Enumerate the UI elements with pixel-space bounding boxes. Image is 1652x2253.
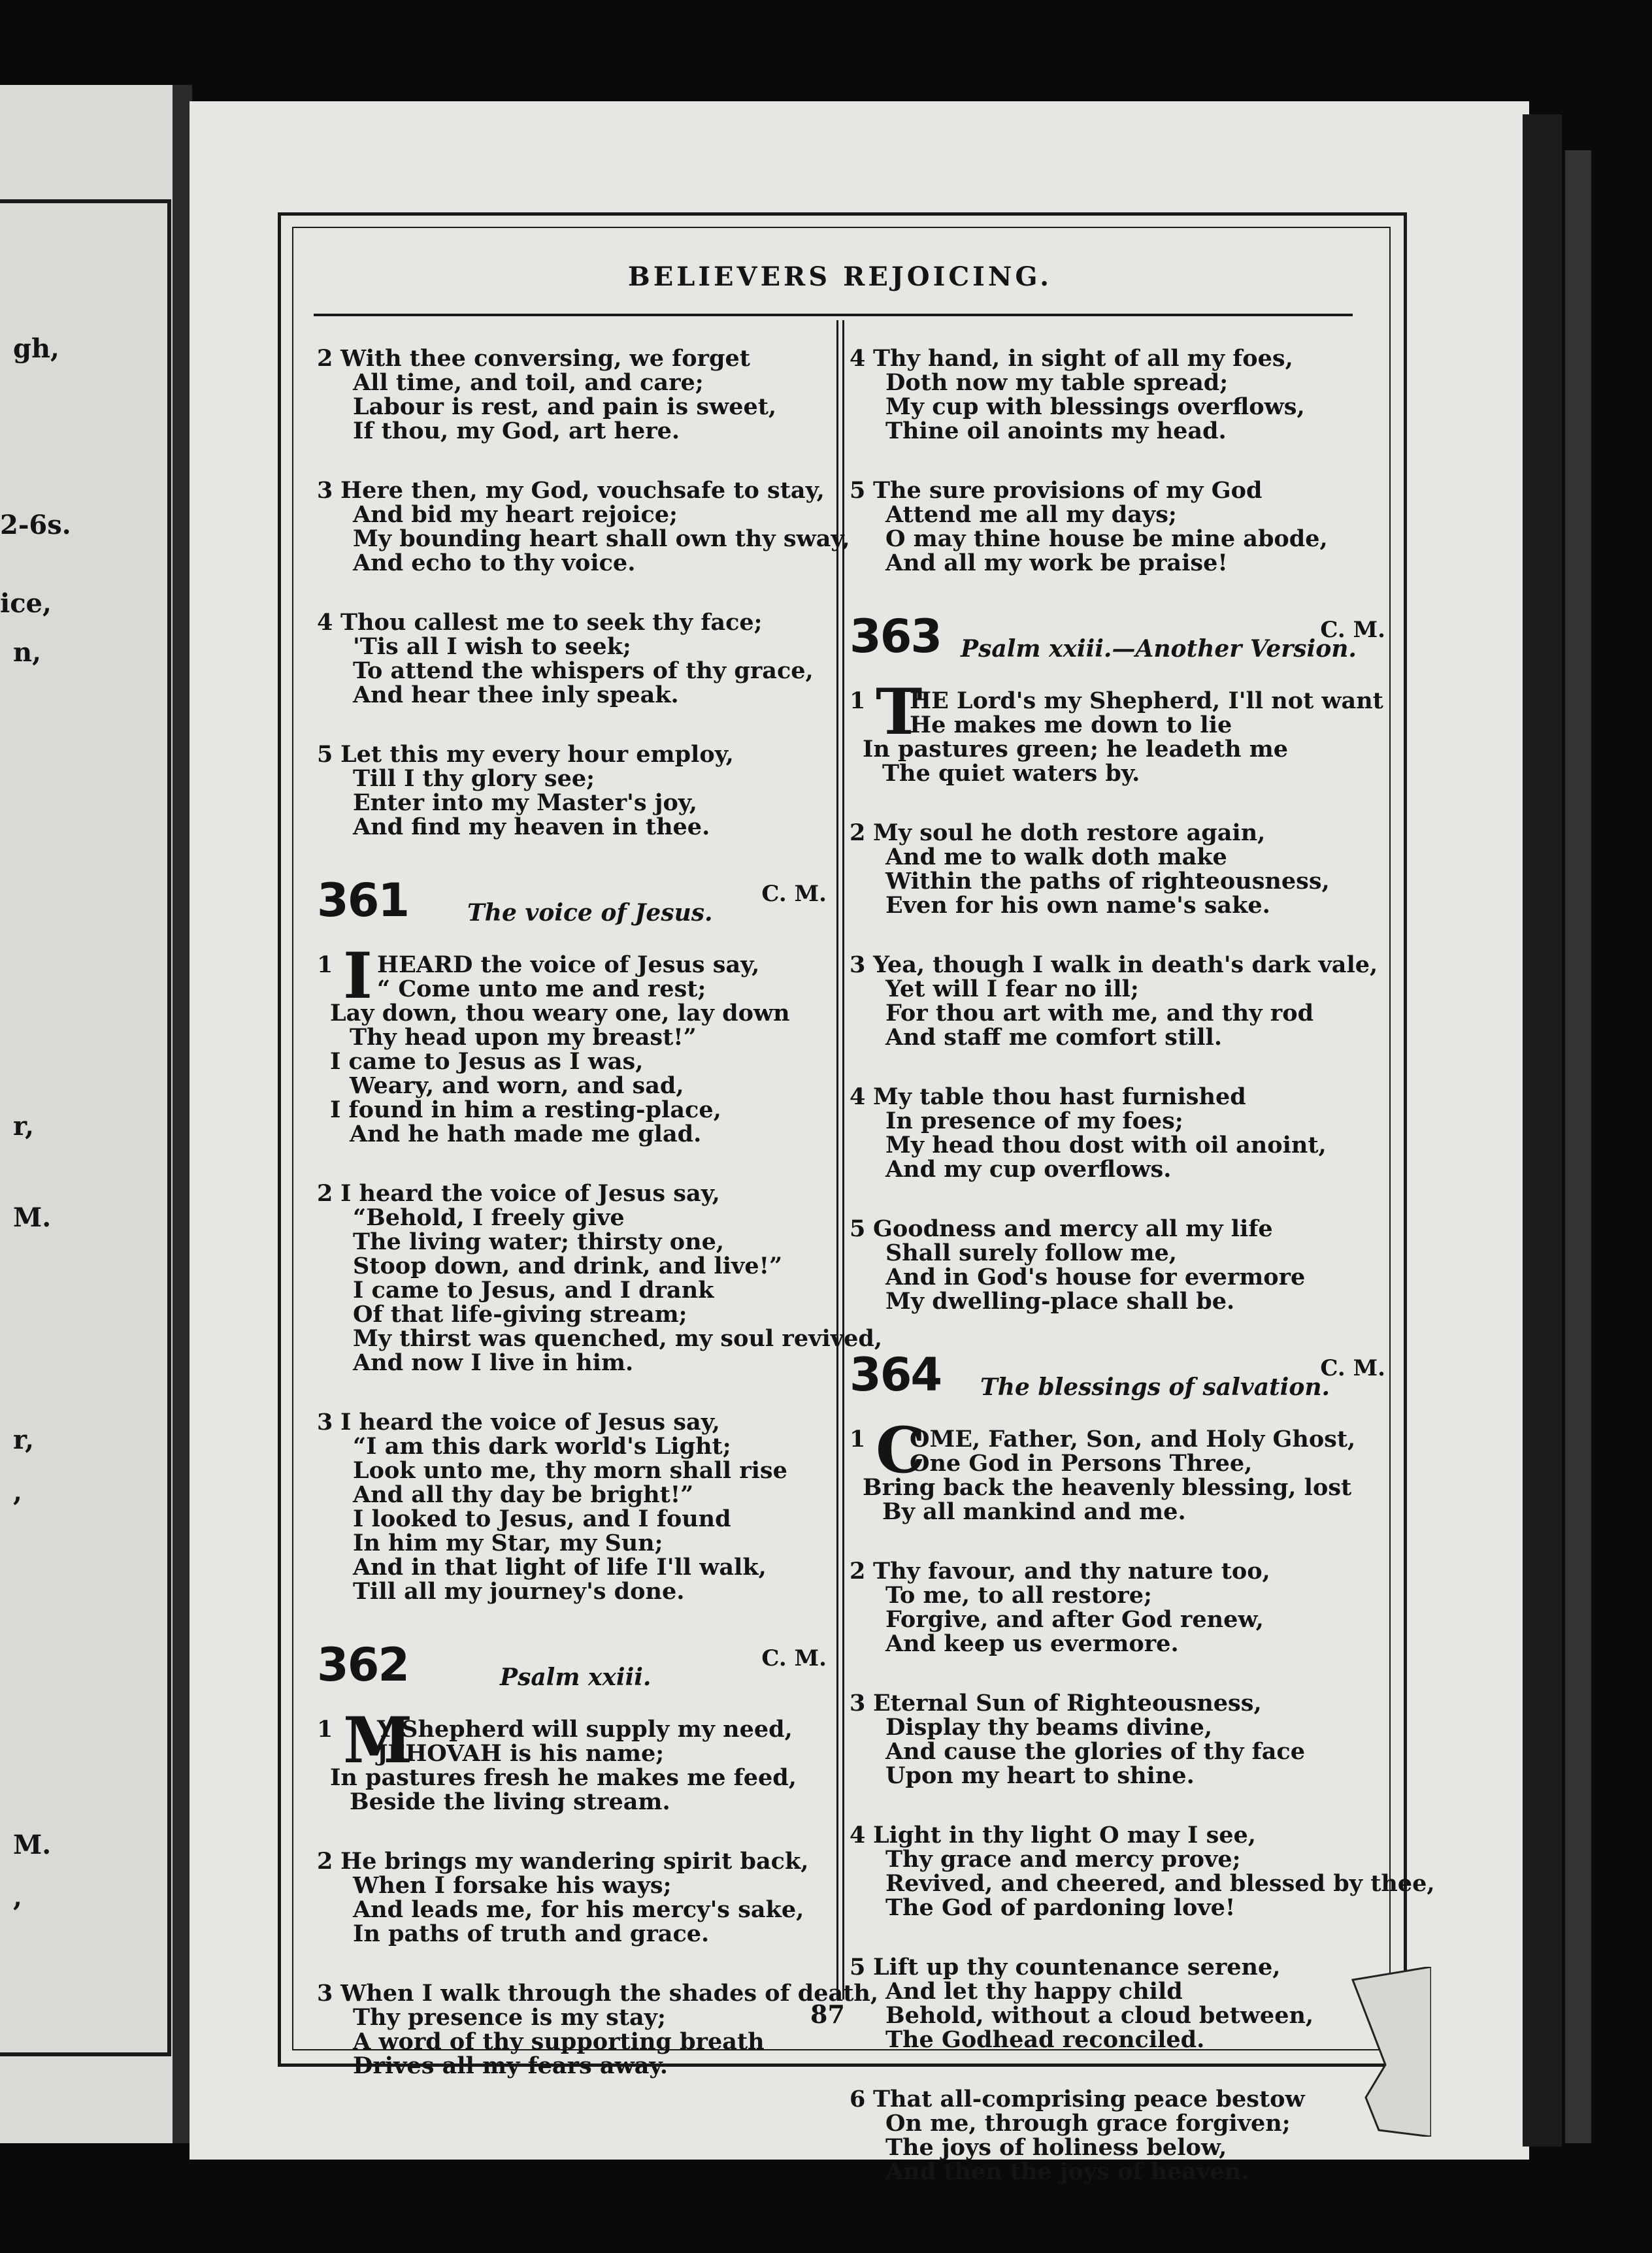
facing-page-text: gh, xyxy=(13,333,59,364)
verse-text: With thee conversing, we forget xyxy=(340,345,750,372)
verse-number: 3 xyxy=(317,477,333,504)
stanza xyxy=(850,1955,1392,2052)
verse-line xyxy=(317,1025,833,1049)
verse-line xyxy=(850,1157,1392,1181)
verse-text: Let this my every hour employ, xyxy=(340,741,734,768)
verse-line xyxy=(317,1351,833,1375)
verse-line xyxy=(317,742,833,766)
left-column xyxy=(317,345,883,2113)
stanza xyxy=(317,742,833,839)
verse-number: 2 xyxy=(317,345,333,372)
verse-text: JEHOVAH is his name; xyxy=(377,1740,665,1767)
verse-line xyxy=(317,1980,879,2007)
verse-text: The Godhead reconciled. xyxy=(885,2026,1205,2053)
verse-text: Lay down, thou weary one, lay down xyxy=(330,1000,790,1027)
stanza xyxy=(317,477,850,576)
verse-text: Drives all my fears away. xyxy=(353,2052,668,2079)
verse-line xyxy=(850,1979,1392,2003)
column-divider xyxy=(836,320,844,1999)
verse-line xyxy=(850,1133,1392,1157)
verse-text: For thou art with me, and thy rod xyxy=(885,1000,1314,1027)
verse-line xyxy=(850,1764,1392,1788)
verse-line xyxy=(850,1715,1392,1739)
first-stanza xyxy=(850,1413,1392,1525)
verse-line xyxy=(317,1254,833,1278)
verse-line xyxy=(850,1955,1392,1979)
verse-line xyxy=(850,1739,1392,1764)
verse-line xyxy=(850,478,1392,502)
verse-line xyxy=(850,1583,1392,1607)
first-stanza xyxy=(317,1703,833,1815)
verse-number: 1 xyxy=(850,687,866,714)
verse-text: When I forsake his ways; xyxy=(353,1872,672,1899)
verse-line xyxy=(317,815,833,839)
verse-line xyxy=(317,634,833,659)
stanza xyxy=(317,1849,833,1946)
verse-text: Upon my heart to shine. xyxy=(885,1762,1195,1789)
verse-line xyxy=(850,1823,1392,1847)
verse-line xyxy=(317,478,833,502)
verse-number: 3 xyxy=(850,951,866,978)
verse-text: Thou callest me to seek thy face; xyxy=(340,609,763,636)
verse-text: In pastures green; he leadeth me xyxy=(863,736,1289,763)
verse-text: The joys of holiness below, xyxy=(885,2134,1227,2161)
verse-line xyxy=(850,346,1392,370)
verse-line xyxy=(317,1434,833,1458)
verse-number: 1 xyxy=(317,951,333,978)
stanza xyxy=(850,1217,1392,1313)
verse-line xyxy=(317,953,833,977)
verse-line xyxy=(317,395,833,419)
verse-number: 4 xyxy=(850,345,866,372)
verse-text: Revived, and cheered, and blessed by thee, xyxy=(885,1870,1435,1897)
verse-text: By all mankind and me. xyxy=(882,1498,1186,1525)
verse-line xyxy=(317,346,833,370)
verse-text: HEARD the voice of Jesus say, xyxy=(377,951,760,978)
verse-text: Yet will I fear no ill; xyxy=(885,976,1139,1002)
stanza xyxy=(317,1180,883,1376)
verse-line xyxy=(317,1790,833,1814)
verse-line xyxy=(850,1427,1392,1451)
verse-line xyxy=(850,977,1392,1001)
drop-capital: T xyxy=(876,675,923,749)
verse-text: And in that light of life I'll walk, xyxy=(353,1554,767,1581)
first-stanza xyxy=(317,939,833,1147)
verse-text: Behold, without a cloud between, xyxy=(885,2002,1314,2029)
verse-line xyxy=(317,766,833,791)
verse-line xyxy=(317,2054,833,2078)
verse-text: I came to Jesus as I was, xyxy=(330,1048,644,1075)
verse-line xyxy=(850,953,1392,977)
torn-corner xyxy=(1340,1967,1431,2137)
verse-text: And find my heaven in thee. xyxy=(353,814,710,840)
verse-line xyxy=(317,1507,833,1531)
verse-line xyxy=(317,791,833,815)
verse-line xyxy=(317,1579,833,1603)
verse-line xyxy=(850,761,1392,785)
stanza xyxy=(317,346,833,443)
verse-text: Forgive, and after God renew, xyxy=(885,1606,1264,1633)
verse-line xyxy=(317,2005,833,2030)
verse-text: And me to walk doth make xyxy=(885,844,1227,870)
verse-text: And in God's house for evermore xyxy=(885,1264,1306,1291)
first-stanza xyxy=(850,675,1392,787)
verse-line xyxy=(850,713,1392,737)
verse-text: My bounding heart shall own thy sway, xyxy=(353,525,850,552)
verse-line xyxy=(850,370,1392,395)
page-number: 87 xyxy=(810,1999,845,2029)
stanza xyxy=(850,2087,1392,2184)
verse-text: Enter into my Master's joy, xyxy=(353,789,697,816)
verse-text: And hear thee inly speak. xyxy=(353,682,679,708)
hymn-number: 364 xyxy=(850,1348,942,1402)
verse-number: 5 xyxy=(850,1215,866,1242)
verse-line xyxy=(850,821,1392,845)
verse-text: And bid my heart rejoice; xyxy=(353,501,678,528)
hymn-363 xyxy=(850,610,1392,1313)
hymn-header xyxy=(317,874,833,953)
verse-line xyxy=(850,1632,1392,1656)
hymn-364 xyxy=(850,1348,1435,2185)
verse-text: Weary, and worn, and sad, xyxy=(350,1072,684,1099)
verse-line xyxy=(850,1451,1392,1475)
hymn-header xyxy=(850,1349,1392,1427)
stanza xyxy=(850,1085,1392,1181)
verse-line xyxy=(317,419,833,443)
verse-line xyxy=(317,1181,833,1206)
verse-line xyxy=(317,1873,833,1898)
verse-text: My thirst was quenched, my soul revived, xyxy=(353,1325,883,1352)
verse-number: 2 xyxy=(317,1848,333,1875)
verse-line xyxy=(850,1289,1392,1313)
verse-text: In paths of truth and grace. xyxy=(353,1920,710,1947)
verse-text: I heard the voice of Jesus say, xyxy=(340,1409,720,1436)
verse-text: The living water; thirsty one, xyxy=(353,1228,725,1255)
verse-text: Even for his own name's sake. xyxy=(885,892,1270,919)
verse-number: 4 xyxy=(317,609,333,636)
verse-line xyxy=(850,1559,1392,1583)
verse-text: Light in thy light O may I see, xyxy=(873,1822,1256,1849)
book-edge-shadow-outer xyxy=(1565,150,1591,2143)
verse-text: My table thou hast furnished xyxy=(873,1083,1246,1110)
verse-text: OME, Father, Son, and Holy Ghost, xyxy=(910,1426,1356,1453)
stanza xyxy=(850,1822,1435,1921)
hymn-362 xyxy=(317,1638,879,2079)
verse-text: HE Lord's my Shepherd, I'll not want xyxy=(910,687,1383,714)
stanza xyxy=(317,610,833,707)
verse-line xyxy=(317,370,833,395)
verse-text: I found in him a resting-place, xyxy=(330,1096,721,1123)
verse-line xyxy=(850,2003,1392,2028)
verse-text: Till I thy glory see; xyxy=(353,765,595,792)
verse-text: 'Tis all I wish to seek; xyxy=(353,633,631,660)
verse-line xyxy=(850,845,1392,869)
verse-line xyxy=(317,1074,833,1098)
verse-text: And all my work be praise! xyxy=(885,550,1228,576)
verse-number: 2 xyxy=(317,1180,333,1207)
verse-line xyxy=(317,1278,833,1302)
verse-text: And now I live in him. xyxy=(353,1349,634,1376)
verse-text: And then the joys of heaven. xyxy=(885,2158,1249,2185)
verse-text: And all thy day be bright!” xyxy=(353,1481,694,1508)
verse-text: My dwelling-place shall be. xyxy=(885,1288,1235,1315)
verse-text: Shall surely follow me, xyxy=(885,1240,1177,1266)
verse-line xyxy=(850,1001,1392,1025)
facing-page-text: M. xyxy=(13,1830,52,1860)
verse-line xyxy=(850,1847,1392,1871)
verse-line xyxy=(317,525,850,552)
verse-line xyxy=(317,1206,833,1230)
verse-text: To me, to all restore; xyxy=(885,1582,1152,1609)
verse-text: Here then, my God, vouchsafe to stay, xyxy=(340,477,825,504)
verse-line xyxy=(850,1217,1392,1241)
verse-text: The God of pardoning love! xyxy=(885,1894,1236,1921)
verse-line xyxy=(850,1085,1392,1109)
verse-line xyxy=(317,1325,883,1352)
drop-capital: C xyxy=(876,1413,926,1487)
verse-number: 3 xyxy=(317,1409,333,1436)
verse-text: Y Shepherd will supply my need, xyxy=(377,1716,793,1743)
verse-line xyxy=(317,610,833,634)
hymn-title: Psalm xxiii.—Another Version. xyxy=(961,635,1357,663)
verse-number: 4 xyxy=(850,1083,866,1110)
stanza xyxy=(317,1410,833,1603)
facing-page-text: ice, xyxy=(0,588,52,619)
verse-number: 2 xyxy=(850,819,866,846)
verse-line xyxy=(317,1302,833,1326)
stanza xyxy=(850,953,1392,1049)
verse-line xyxy=(850,2028,1392,2052)
verse-text: In pastures fresh he makes me feed, xyxy=(330,1764,797,1791)
verse-line xyxy=(317,1098,833,1122)
verse-text: Labour is rest, and pain is sweet, xyxy=(353,393,777,420)
verse-line xyxy=(317,1001,833,1025)
verse-text: Within the paths of righteousness, xyxy=(885,868,1330,895)
verse-text: The quiet waters by. xyxy=(882,760,1140,787)
verse-text: To attend the whispers of thy grace, xyxy=(353,657,814,684)
verse-text: I looked to Jesus, and I found xyxy=(353,1505,731,1532)
verse-text: I came to Jesus, and I drank xyxy=(353,1277,714,1304)
verse-text: In him my Star, my Sun; xyxy=(353,1530,663,1556)
verse-line xyxy=(317,1849,833,1873)
facing-page-text: r, xyxy=(13,1111,35,1142)
drop-capital: M xyxy=(343,1703,413,1777)
verse-text: My soul he doth restore again, xyxy=(873,819,1266,846)
verse-text: He brings my wandering spirit back, xyxy=(340,1848,809,1875)
verse-text: Thine oil anoints my head. xyxy=(885,418,1227,444)
verse-text: Thy favour, and thy nature too, xyxy=(873,1558,1270,1585)
stanza xyxy=(850,346,1392,443)
verse-line xyxy=(850,1025,1392,1049)
verse-text: On me, through grace forgiven; xyxy=(885,2110,1291,2137)
stanza xyxy=(317,1980,879,2079)
verse-line xyxy=(317,683,833,707)
verse-text: He makes me down to lie xyxy=(910,712,1232,738)
verse-text: And keep us evermore. xyxy=(885,1630,1179,1657)
verse-text: Yea, though I walk in death's dark vale, xyxy=(873,951,1378,978)
hymn-362-continuation xyxy=(850,346,1392,575)
verse-line xyxy=(317,551,833,575)
verse-text: And staff me comfort still. xyxy=(885,1024,1223,1051)
hymn-meter: C. M. xyxy=(761,881,827,907)
verse-text: Till all my journey's done. xyxy=(353,1578,685,1605)
hymn-number: 361 xyxy=(317,874,409,927)
hymn-number: 362 xyxy=(317,1638,409,1692)
book-edge-shadow xyxy=(1523,114,1562,2146)
verse-text: Lift up thy countenance serene, xyxy=(873,1954,1281,1981)
verse-number: 5 xyxy=(850,1954,866,1981)
verse-text: All time, and toil, and care; xyxy=(353,369,704,396)
verse-number: 4 xyxy=(850,1822,866,1849)
verse-line xyxy=(850,869,1392,893)
verse-line xyxy=(850,395,1392,419)
verse-text: One God in Persons Three, xyxy=(910,1450,1253,1477)
verse-line xyxy=(850,737,1392,761)
verse-line xyxy=(317,502,833,527)
verse-line xyxy=(850,2135,1392,2160)
verse-number: 5 xyxy=(850,477,866,504)
verse-text: Look unto me, thy morn shall rise xyxy=(353,1457,787,1484)
verse-text: The sure provisions of my God xyxy=(873,477,1263,504)
verse-number: 5 xyxy=(317,741,333,768)
hymn-meter: C. M. xyxy=(761,1645,827,1671)
stanza xyxy=(850,478,1392,575)
facing-page-text: n, xyxy=(13,637,42,668)
facing-page-edge xyxy=(0,85,184,2143)
verse-number: 6 xyxy=(850,2086,866,2113)
verse-text: And cause the glories of thy face xyxy=(885,1738,1305,1765)
verse-text: Thy head upon my breast!” xyxy=(350,1024,697,1051)
verse-line xyxy=(317,1922,833,1946)
verse-text: Doth now my table spread; xyxy=(885,369,1229,396)
verse-text: Of that life-giving stream; xyxy=(353,1301,687,1328)
verse-line xyxy=(850,1870,1435,1897)
verse-line xyxy=(317,1458,833,1483)
verse-text: Stoop down, and drink, and live!” xyxy=(353,1253,783,1279)
verse-text: O may thine house be mine abode, xyxy=(885,525,1328,552)
stanza xyxy=(850,1691,1392,1788)
hymn-title: The blessings of salvation. xyxy=(980,1373,1330,1401)
verse-line xyxy=(850,551,1392,575)
stanza xyxy=(850,1559,1392,1656)
verse-line xyxy=(850,1691,1392,1715)
verse-line xyxy=(317,1230,833,1254)
verse-text: “ Come unto me and rest; xyxy=(377,976,706,1002)
verse-line xyxy=(850,2111,1392,2135)
verse-text: And he hath made me glad. xyxy=(350,1121,702,1147)
hymn-header xyxy=(850,610,1392,689)
verse-line xyxy=(317,659,833,683)
hymn-number: 363 xyxy=(850,610,942,663)
verse-text: Beside the living stream. xyxy=(350,1788,670,1815)
verse-number: 3 xyxy=(317,1980,333,2007)
verse-text: My cup with blessings overflows, xyxy=(885,393,1305,420)
verse-text: I heard the voice of Jesus say, xyxy=(340,1180,720,1207)
verse-line xyxy=(317,977,833,1001)
running-head: BELIEVERS REJOICING. xyxy=(627,261,1053,292)
facing-page-text: r, xyxy=(13,1424,35,1455)
stanza xyxy=(850,821,1392,917)
verse-text: “I am this dark world's Light; xyxy=(353,1433,731,1460)
verse-line xyxy=(850,1607,1392,1632)
verse-line xyxy=(317,1049,833,1074)
verse-line xyxy=(850,1241,1392,1265)
verse-line xyxy=(850,1475,1392,1500)
drop-capital: I xyxy=(343,939,372,1013)
verse-line xyxy=(850,2087,1392,2111)
verse-line xyxy=(850,1109,1392,1133)
verse-text: “Behold, I freely give xyxy=(353,1204,625,1231)
verse-line xyxy=(850,689,1392,713)
verse-number: 2 xyxy=(850,1558,866,1585)
verse-text: Eternal Sun of Righteousness, xyxy=(873,1690,1262,1717)
verse-text: Thy grace and mercy prove; xyxy=(885,1846,1241,1873)
verse-line xyxy=(850,1896,1392,1920)
verse-line xyxy=(317,1898,833,1922)
verse-line xyxy=(317,1531,833,1555)
verse-text: Thy presence is my stay; xyxy=(353,2004,666,2031)
verse-line xyxy=(850,893,1392,917)
verse-text: A word of thy supporting breath xyxy=(353,2028,765,2055)
verse-line xyxy=(317,1555,833,1579)
hymn-title: The voice of Jesus. xyxy=(467,899,713,927)
facing-page-text: 2-6s. xyxy=(0,510,71,540)
facing-page-text: , xyxy=(13,1882,22,1913)
verse-text: Bring back the heavenly blessing, lost xyxy=(863,1474,1352,1501)
facing-page-text: , xyxy=(13,1477,22,1507)
verse-line xyxy=(850,502,1392,527)
verse-number: 3 xyxy=(850,1690,866,1717)
verse-text: And echo to thy voice. xyxy=(353,550,636,576)
verse-text: And let thy happy child xyxy=(885,1978,1183,2005)
verse-number: 1 xyxy=(850,1426,866,1453)
verse-line xyxy=(317,2030,833,2054)
hymn-meter: C. M. xyxy=(1320,1355,1385,1381)
verse-text: And my cup overflows. xyxy=(885,1156,1172,1183)
hymn-361 xyxy=(317,874,883,1605)
verse-line xyxy=(317,1122,833,1146)
verse-text: That all-comprising peace bestow xyxy=(873,2086,1305,2113)
hymn-360-continuation xyxy=(317,345,850,840)
verse-line xyxy=(850,1500,1392,1524)
hymn-meter: C. M. xyxy=(1320,617,1385,643)
verse-line xyxy=(850,419,1392,443)
right-column xyxy=(850,345,1435,2219)
verse-text: In presence of my foes; xyxy=(885,1108,1183,1134)
verse-text: Thy hand, in sight of all my foes, xyxy=(873,345,1293,372)
verse-text: Attend me all my days; xyxy=(885,501,1177,528)
verse-text: When I walk through the shades of death, xyxy=(340,1980,879,2007)
verse-number: 1 xyxy=(317,1716,333,1743)
verse-text: If thou, my God, art here. xyxy=(353,418,680,444)
running-head-rule xyxy=(314,314,1353,316)
verse-line xyxy=(850,1265,1392,1289)
hymn-title: Psalm xxiii. xyxy=(500,1664,652,1691)
verse-line xyxy=(317,1410,833,1434)
verse-text: Display thy beams divine, xyxy=(885,1714,1213,1741)
verse-text: And leads me, for his mercy's sake, xyxy=(353,1896,804,1923)
verse-text: My head thou dost with oil anoint, xyxy=(885,1132,1327,1159)
verse-line xyxy=(850,527,1392,551)
verse-text: Goodness and mercy all my life xyxy=(873,1215,1273,1242)
verse-line xyxy=(317,1483,833,1507)
facing-page-text: M. xyxy=(13,1202,52,1233)
verse-line xyxy=(850,2160,1392,2184)
